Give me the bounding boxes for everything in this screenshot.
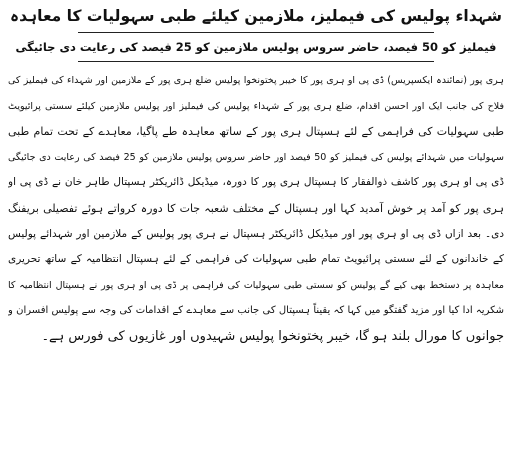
body-line: فلاح کی جانب ایک اور احسن اقدام، ضلع ہری پور کے شہداء پولیس کی فیملیز اور پولیس ملازمین کیلئے سستی پرائیویٹ <box>8 100 504 112</box>
body-line: ہری پور (نمائندہ ایکسپریس) ڈی پی او ہری پور کا خیبر پختونخوا پولیس ضلع ہری پور کے ملازمین اور شہداء کی فیملیز کی <box>8 75 504 86</box>
body-line: ڈی پی او ہری پور کاشف ذوالفقار کا ہسپتال ہری پور کا دورہ، میڈیکل ڈائریکٹر ہسپتال طاہر خان نے ڈی پی او <box>8 176 504 189</box>
body-line: جوانوں کا مورال بلند ہو گا، خیبر پختونخوا پولیس شہیدوں اور غازیوں کی فورس ہے۔ <box>41 328 504 344</box>
headline: شہداء پولیس کی فیملیز، ملازمین کیلئے طبی سہولیات کا معاہدہ <box>10 7 502 25</box>
body-line: دی۔ بعد ازاں ڈی پی او ہری پور اور میڈیکل ڈائریکٹر ہسپتال نے ہری پور پولیس کے ملازمین اور شہدائے پولیس <box>8 227 504 240</box>
subheadline-divider <box>78 61 434 62</box>
body-line: کے خاندانوں کے لئے سستی پرائیویٹ تمام طبی سہولیات کی فراہمی کے لئے ہسپتال انتظامیہ کے ساتھ تحریری <box>8 253 504 266</box>
body-line: معاہدہ پر دستخط بھی کیے گے پولیس کو سستی طبی سہولیات کی فراہمی پر ڈی پی او ہری پور نے ہسپتال انتظامیہ کا <box>8 279 504 291</box>
body-line: شکریہ ادا کیا اور مزید گفتگو میں کہا کہ یقیناً ہسپتال کی جانب سے معاہدے کے اقدامات کی وجہ سے پولیس افسران و <box>8 305 504 317</box>
subheadline: فیملیز کو 50 فیصد، حاضر سروس پولیس ملازمین کو 25 فیصد کی رعایت دی جائیگی <box>15 40 497 54</box>
body-line: ہری پور کو آمد پر خوش آمدید کہا اور ہسپتال کے مختلف شعبہ جات کا دورہ کرواتے ہوئے تفصیلی بریفنگ <box>8 201 504 215</box>
article-body <box>8 68 504 350</box>
headline-divider <box>78 32 434 33</box>
body-line: سہولیات میں شہدائے پولیس کی فیملیز کو 50 فیصد اور حاضر سروس پولیس ملازمین کو 25 فیصد کی رعایت دی جائیگی <box>8 151 504 163</box>
body-line: طبی سہولیات کی فراہمی کے لئے ہسپتال ہری پور کے ساتھ معاہدہ طے پاگیا، معاہدے کے تحت تمام طبی <box>8 125 504 139</box>
